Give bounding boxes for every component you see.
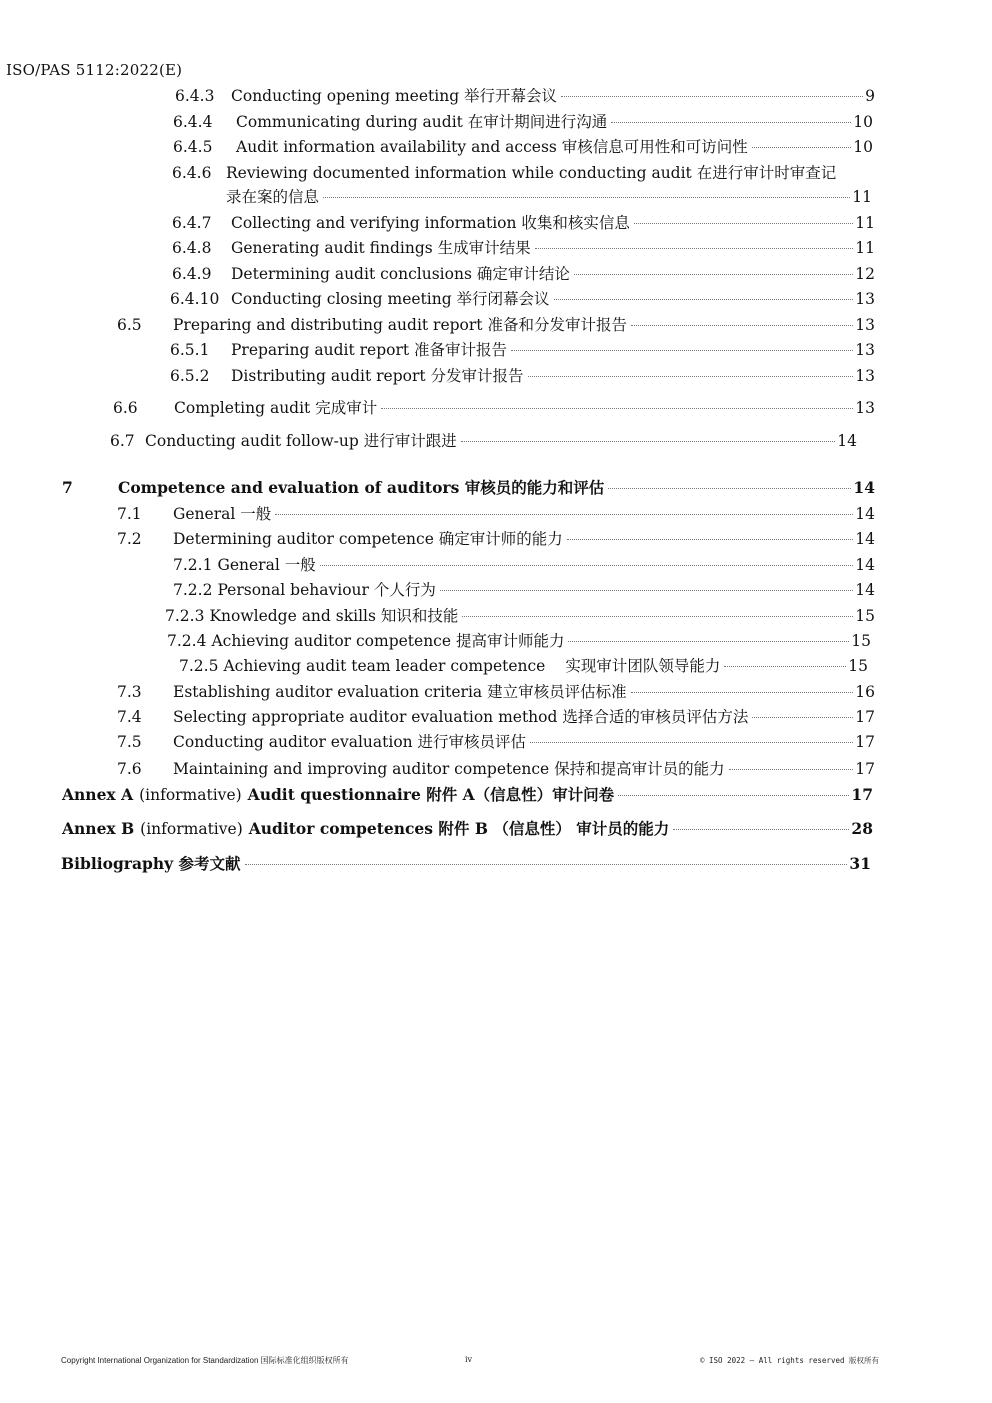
toc-leader bbox=[275, 514, 853, 515]
toc-leader bbox=[568, 641, 849, 642]
toc-leader bbox=[724, 666, 846, 667]
toc-leader bbox=[530, 742, 853, 743]
toc-leader bbox=[574, 274, 853, 275]
toc-page: 10 bbox=[853, 113, 873, 131]
toc-title: Selecting appropriate auditor evaluation method 选择合适的审核员评估方法 bbox=[173, 708, 749, 726]
toc-page: 13 bbox=[855, 367, 875, 385]
toc-page: 28 bbox=[851, 819, 873, 838]
toc-entry-7[interactable] bbox=[62, 476, 875, 498]
toc-title: Determining auditor competence 确定审计师的能力 bbox=[173, 530, 563, 548]
toc-leader bbox=[752, 147, 851, 148]
toc-page: 14 bbox=[855, 556, 875, 574]
toc-leader bbox=[729, 769, 854, 770]
toc-number: 6.4.6 bbox=[172, 164, 212, 182]
toc-title: Completing audit 完成审计 bbox=[174, 399, 378, 417]
toc-entry-6-4-8[interactable] bbox=[172, 236, 875, 258]
toc-title: Preparing and distributing audit report 准备和分发审计报告 bbox=[173, 316, 627, 334]
toc-leader bbox=[528, 376, 854, 377]
toc-page: 15 bbox=[855, 607, 875, 625]
toc-entry-6-5[interactable] bbox=[117, 313, 875, 335]
toc-number: 7.1 bbox=[117, 505, 142, 523]
toc-title: General 一般 bbox=[217, 556, 316, 574]
toc-entry-7-1[interactable] bbox=[117, 502, 875, 524]
toc-title: Establishing auditor evaluation criteria 建立审核员评估标准 bbox=[173, 683, 627, 701]
toc-entry-7-2-2[interactable] bbox=[173, 578, 875, 600]
toc-title: Reviewing documented information while conducting audit 在进行审计时审查记 bbox=[226, 164, 837, 182]
toc-page: 16 bbox=[855, 683, 875, 701]
toc-leader bbox=[611, 122, 851, 123]
toc-title: Determining audit conclusions 确定审计结论 bbox=[231, 265, 570, 283]
toc-page: 14 bbox=[855, 530, 875, 548]
toc-page: 15 bbox=[851, 632, 871, 650]
toc-number: 6.5 bbox=[117, 316, 142, 334]
toc-title: Bibliography 参考文献 bbox=[61, 854, 241, 873]
toc-page: 9 bbox=[865, 87, 875, 105]
toc-title: Communicating during audit 在审计期间进行沟通 bbox=[236, 113, 608, 131]
toc-page: 17 bbox=[855, 708, 875, 726]
toc-number: 6.6 bbox=[113, 399, 138, 417]
toc-entry-6-4-3[interactable] bbox=[175, 84, 875, 106]
toc-number: 6.4.7 bbox=[172, 214, 212, 232]
toc-leader bbox=[245, 864, 848, 865]
toc-entry-7-2-3[interactable] bbox=[165, 604, 875, 626]
toc-number: 6.4.3 bbox=[175, 87, 215, 105]
toc-title-chinese: 实现审计团队领导能力 bbox=[565, 657, 721, 675]
toc-title: Collecting and verifying information 收集和核实信息 bbox=[231, 214, 630, 232]
toc-page: 14 bbox=[853, 478, 875, 497]
toc-page: 17 bbox=[851, 785, 873, 804]
toc-leader bbox=[323, 197, 850, 198]
footer-page-number: iv bbox=[465, 1355, 473, 1364]
toc-entry-7-6[interactable] bbox=[117, 757, 875, 779]
toc-leader bbox=[440, 590, 853, 591]
annex-qualifier: (informative) bbox=[140, 820, 243, 838]
toc-leader bbox=[618, 795, 849, 796]
toc-entry-annex-b[interactable] bbox=[62, 817, 873, 839]
toc-title: Preparing audit report 准备审计报告 bbox=[231, 341, 508, 359]
toc-page: 14 bbox=[855, 505, 875, 523]
toc-page: 13 bbox=[855, 341, 875, 359]
toc-entry-7-4[interactable] bbox=[117, 705, 875, 727]
toc-page: 13 bbox=[855, 316, 875, 334]
toc-entry-6-4-6-line1[interactable] bbox=[172, 161, 836, 183]
toc-page: 17 bbox=[855, 760, 875, 778]
toc-title: Knowledge and skills 知识和技能 bbox=[209, 607, 459, 625]
toc-page: 14 bbox=[837, 432, 857, 450]
toc-page: 11 bbox=[855, 214, 875, 232]
toc-title: Conducting auditor evaluation 进行审核员评估 bbox=[173, 733, 527, 751]
toc-number: 7.3 bbox=[117, 683, 142, 701]
toc-number: 6.7 bbox=[110, 432, 135, 450]
toc-leader bbox=[634, 223, 853, 224]
toc-leader bbox=[381, 408, 853, 409]
toc-page: 12 bbox=[855, 265, 875, 283]
toc-page: 10 bbox=[853, 138, 873, 156]
toc-page: 13 bbox=[855, 290, 875, 308]
toc-title: Conducting opening meeting 举行开幕会议 bbox=[231, 87, 558, 105]
toc-entry-6-4-5[interactable] bbox=[173, 135, 873, 157]
toc-title: Audit questionnaire 附件 A（信息性）审计问卷 bbox=[247, 785, 615, 804]
toc-entry-7-3[interactable] bbox=[117, 680, 875, 702]
toc-title: Auditor competences 附件 B （信息性） 审计员的能力 bbox=[248, 819, 670, 838]
toc-entry-7-2-5[interactable] bbox=[179, 654, 868, 676]
toc-number: 7.2.4 bbox=[167, 632, 207, 650]
toc-title: Conducting closing meeting 举行闭幕会议 bbox=[231, 290, 550, 308]
toc-leader bbox=[673, 829, 849, 830]
toc-entry-6-6[interactable] bbox=[113, 396, 875, 418]
toc-number: 7.2.3 bbox=[165, 607, 205, 625]
toc-entry-6-4-7[interactable] bbox=[172, 211, 875, 233]
toc-number: 6.5.1 bbox=[170, 341, 210, 359]
toc-title: Competence and evaluation of auditors 审核员的能力和评估 bbox=[118, 478, 605, 497]
toc-leader bbox=[567, 539, 853, 540]
toc-leader bbox=[511, 350, 853, 351]
toc-page: 31 bbox=[849, 854, 871, 873]
toc-title: General 一般 bbox=[173, 505, 272, 523]
toc-title: Achieving audit team leader competence bbox=[223, 657, 546, 675]
toc-number: 7.2.5 bbox=[179, 657, 219, 675]
toc-number: 6.4.10 bbox=[170, 290, 220, 308]
toc-leader bbox=[561, 96, 863, 97]
annex-qualifier: (informative) bbox=[139, 786, 242, 804]
toc-title: Distributing audit report 分发审计报告 bbox=[231, 367, 524, 385]
toc-entry-6-7[interactable] bbox=[110, 429, 857, 451]
toc-entry-6-4-6-line2[interactable] bbox=[226, 185, 872, 207]
toc-entry-6-4-4[interactable] bbox=[173, 110, 873, 132]
toc-page: 11 bbox=[855, 239, 875, 257]
toc-entry-bibliography[interactable] bbox=[61, 852, 871, 874]
toc-entry-annex-a[interactable] bbox=[62, 783, 873, 805]
toc-page: 13 bbox=[855, 399, 875, 417]
toc-page: 11 bbox=[852, 188, 872, 206]
footer-rights: © ISO 2022 – All rights reserved 版权所有 bbox=[700, 1356, 880, 1365]
toc-number: 6.5.2 bbox=[170, 367, 210, 385]
toc-number: 7.6 bbox=[117, 760, 142, 778]
toc-entry-7-5[interactable] bbox=[117, 730, 875, 752]
toc-leader bbox=[320, 565, 854, 566]
toc-number: 7.2.1 bbox=[173, 556, 213, 574]
toc-entry-6-4-10[interactable] bbox=[170, 287, 875, 309]
toc-title: Maintaining and improving auditor competence 保持和提高审计员的能力 bbox=[173, 760, 725, 778]
toc-leader bbox=[631, 325, 853, 326]
toc-title: 录在案的信息 bbox=[226, 188, 320, 206]
toc-number: 7 bbox=[62, 478, 73, 497]
toc-entry-6-5-1[interactable] bbox=[170, 338, 875, 360]
toc-leader bbox=[462, 616, 853, 617]
toc-number: 7.4 bbox=[117, 708, 142, 726]
document-header: ISO/PAS 5112:2022(E) bbox=[6, 61, 183, 79]
toc-entry-7-2-4[interactable] bbox=[167, 629, 871, 651]
toc-title: Achieving auditor competence 提高审计师能力 bbox=[211, 632, 565, 650]
toc-number: 7.2 bbox=[117, 530, 142, 548]
toc-entry-7-2-1[interactable] bbox=[173, 553, 875, 575]
toc-page: 17 bbox=[855, 733, 875, 751]
toc-number: 6.4.9 bbox=[172, 265, 212, 283]
toc-leader bbox=[554, 299, 854, 300]
toc-leader bbox=[752, 717, 853, 718]
toc-number: 7.2.2 bbox=[173, 581, 213, 599]
toc-title: Audit information availability and access 审核信息可用性和可访问性 bbox=[236, 138, 748, 156]
toc-number: 7.5 bbox=[117, 733, 142, 751]
toc-leader bbox=[631, 692, 854, 693]
annex-label: Annex A bbox=[62, 785, 134, 804]
toc-entry-7-2[interactable] bbox=[117, 527, 875, 549]
toc-number: 6.4.4 bbox=[173, 113, 213, 131]
toc-leader bbox=[535, 248, 854, 249]
toc-leader bbox=[461, 441, 836, 442]
toc-number: 6.4.8 bbox=[172, 239, 212, 257]
toc-leader bbox=[608, 488, 851, 489]
toc-entry-6-4-9[interactable] bbox=[172, 262, 875, 284]
annex-label: Annex B bbox=[62, 819, 135, 838]
toc-title: Generating audit findings 生成审计结果 bbox=[231, 239, 531, 257]
toc-entry-6-5-2[interactable] bbox=[170, 364, 875, 386]
toc-title: Personal behaviour 个人行为 bbox=[217, 581, 436, 599]
toc-number: 6.4.5 bbox=[173, 138, 213, 156]
toc-title: Conducting audit follow-up 进行审计跟进 bbox=[145, 432, 457, 450]
toc-page: 14 bbox=[855, 581, 875, 599]
footer-copyright: Copyright International Organization for Standardization 国际标准化组织版权所有 bbox=[61, 1356, 349, 1365]
toc-page: 15 bbox=[848, 657, 868, 675]
